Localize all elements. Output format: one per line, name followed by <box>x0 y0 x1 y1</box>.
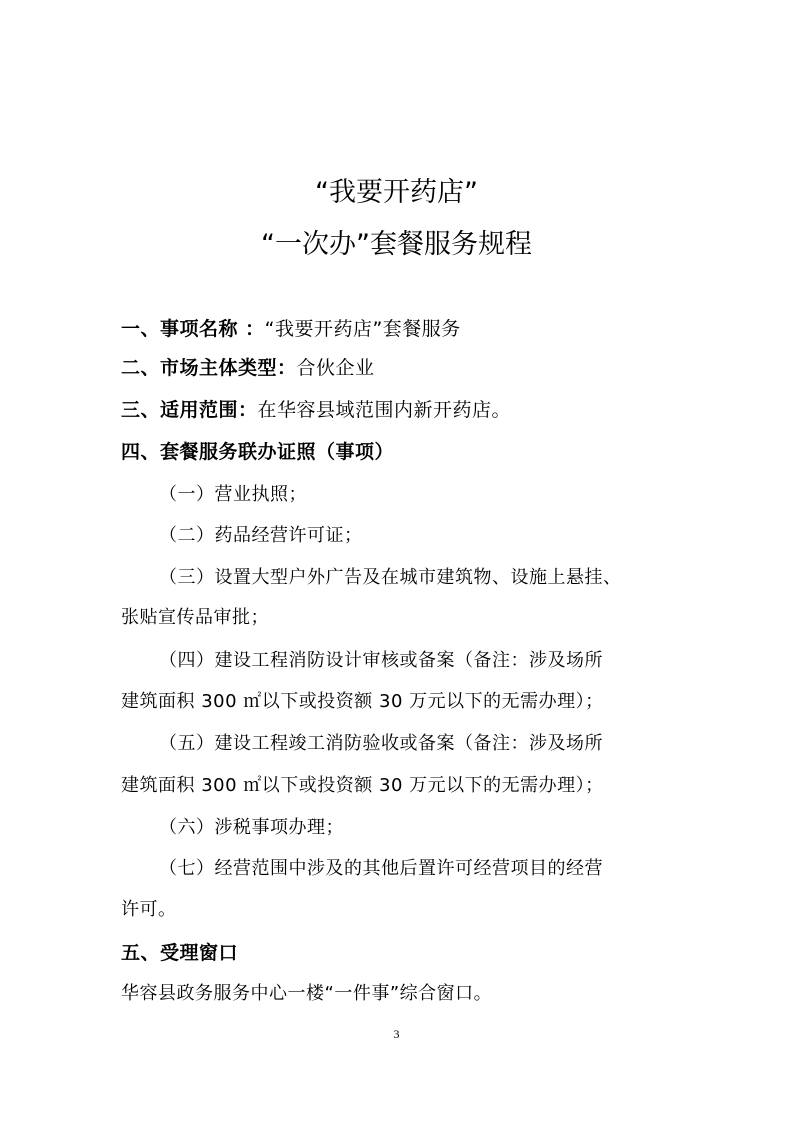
section-label: 一、事项名称 ： <box>121 318 265 340</box>
section-label: 五、受理窗口 <box>121 942 239 964</box>
list-item-other-permits-line-2: 许可。 <box>121 899 177 920</box>
section-window-text: 华容县政务服务中心一楼“一件事”综合窗口。 <box>121 983 493 1004</box>
list-item-ad-approval-line-2: 张贴宣传品审批； <box>121 607 269 628</box>
section-text: 在华容县域范围内新开药店。 <box>257 399 512 421</box>
list-item-fire-acceptance-line-1: （五）建设工程竣工消防验收或备案（备注：涉及场所 <box>159 733 603 754</box>
list-item-other-permits-line-1: （七）经营范围中涉及的其他后置许可经营项目的经营 <box>159 858 603 879</box>
section-licenses <box>121 439 677 465</box>
section-text: “我要开药店”套餐服务 <box>264 318 461 340</box>
list-item-fire-design-line-1: （四）建设工程消防设计审核或备案（备注：涉及场所 <box>159 650 603 671</box>
section-label: 四、套餐服务联办证照（事项） <box>121 441 395 463</box>
list-item-ad-approval-line-1: （三）设置大型户外广告及在城市建筑物、设施上悬挂、 <box>159 567 622 588</box>
document-title-line-2: “一次办”套餐服务规程 <box>261 229 532 260</box>
list-item-fire-design-line-2: 建筑面积 300 ㎡以下或投资额 30 万元以下的无需办理）； <box>121 691 604 712</box>
section-label: 三、适用范围： <box>121 399 258 421</box>
section-entity-type <box>121 355 677 381</box>
list-item-fire-acceptance-line-2: 建筑面积 300 ㎡以下或投资额 30 万元以下的无需办理）； <box>121 775 604 796</box>
list-item-business-license: （一）营业执照； <box>159 484 307 505</box>
section-label: 二、市场主体类型： <box>121 357 297 379</box>
section-item-name <box>121 316 677 342</box>
document-title-line-1: “我要开药店” <box>315 177 478 208</box>
page-number: 3 <box>393 1027 400 1041</box>
section-scope <box>121 397 677 423</box>
list-item-tax: （六）涉税事项办理； <box>159 817 344 838</box>
section-window <box>121 940 677 966</box>
section-text: 合伙企业 <box>296 357 375 379</box>
list-item-drug-license: （二）药品经营许可证； <box>159 525 363 546</box>
